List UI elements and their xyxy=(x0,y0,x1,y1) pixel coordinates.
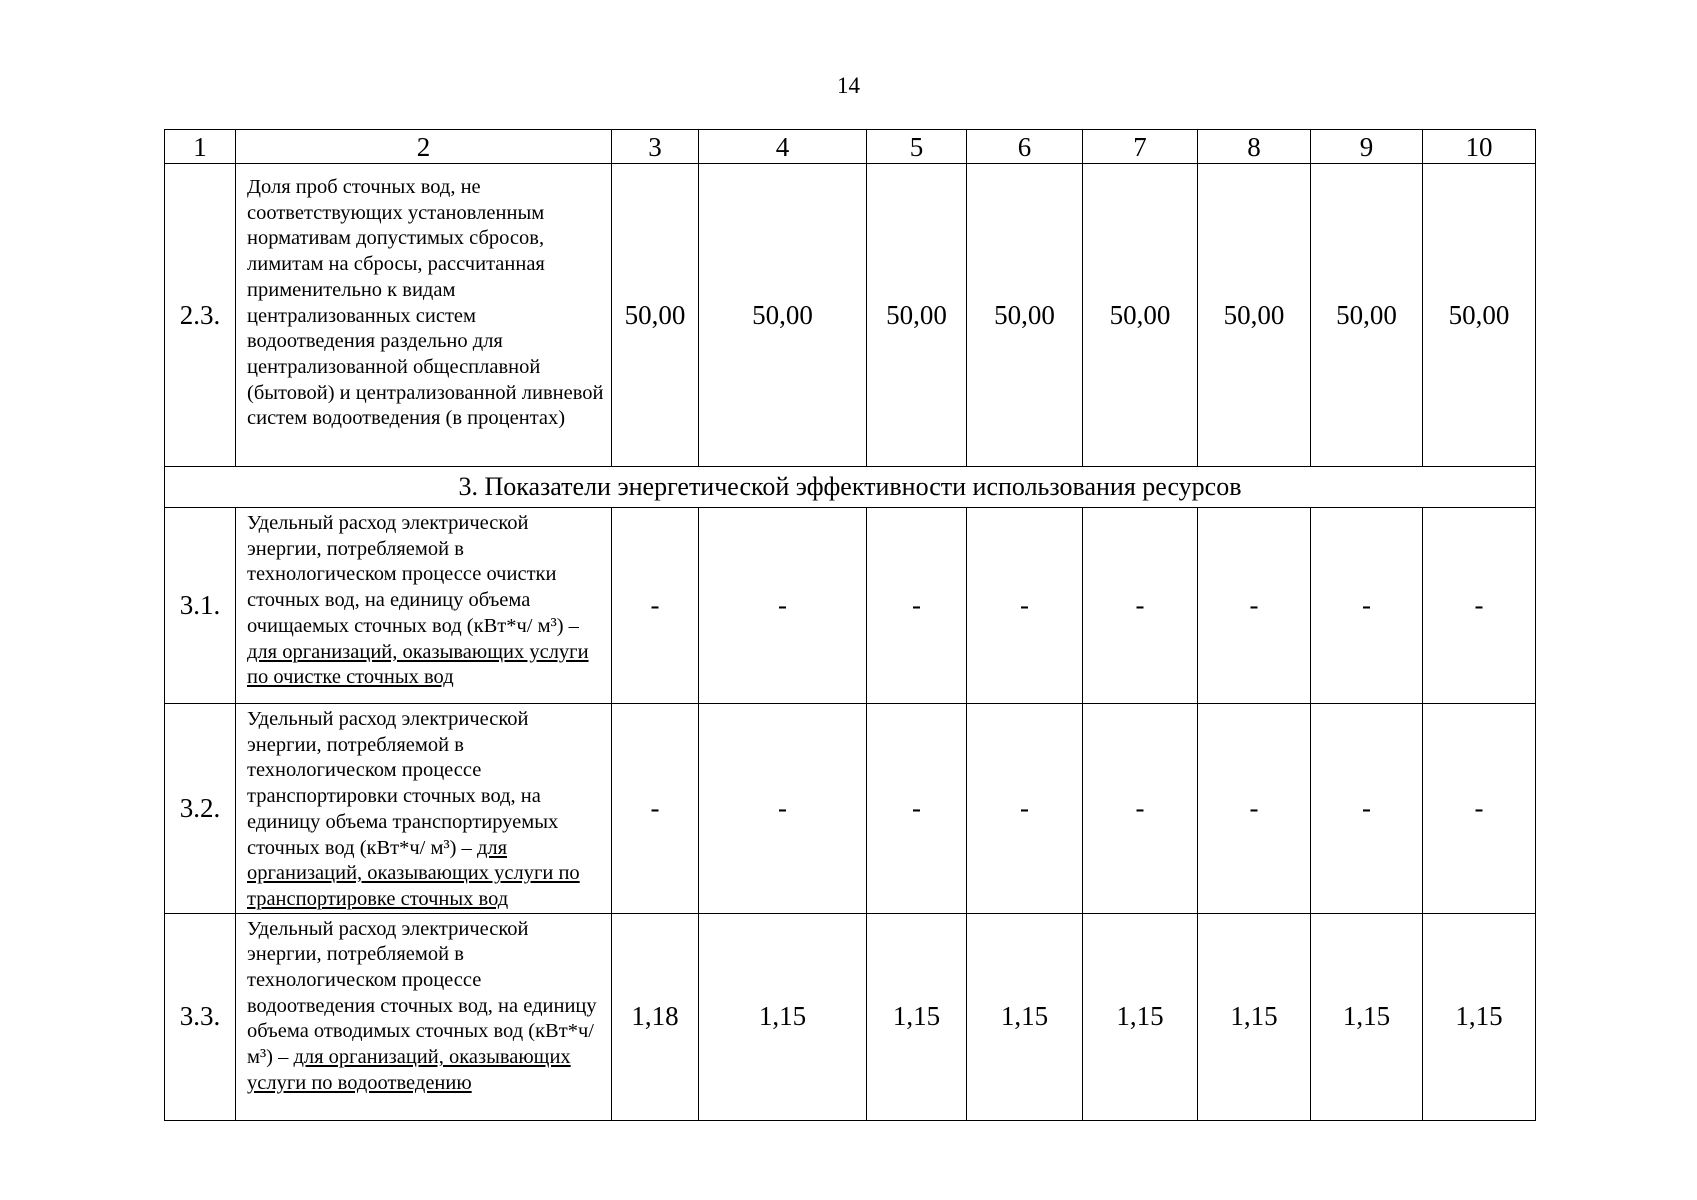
value-cell: - xyxy=(1198,508,1311,704)
description-text: Удельный расход электрической энергии, потребляемой в технологическом процессе транспортировки сточных вод, на единицу объема транспортируемых сточных вод (кВт*ч/ м³) – xyxy=(247,708,559,859)
value-cell: - xyxy=(967,704,1083,914)
value-cell: 50,00 xyxy=(612,164,699,467)
table-row xyxy=(165,913,1536,1120)
column-header: 2 xyxy=(236,130,612,164)
column-header: 5 xyxy=(867,130,967,164)
value-cell: 50,00 xyxy=(867,164,967,467)
value-cell: - xyxy=(1083,704,1198,914)
column-header: 1 xyxy=(165,130,236,164)
table-row xyxy=(165,164,1536,467)
description-text: Доля проб сточных вод, не соответствующих установленным нормативам допустимых сбросов, лимитам на сбросы, рассчитанная применительно к видам централизованных систем водоотведения раздельно для централизованной общесплавной (бытовой) и централизованной ливневой систем водоотведения (в процентах) xyxy=(247,176,604,430)
value-cell: 1,15 xyxy=(1311,913,1423,1120)
value-cell: - xyxy=(612,704,699,914)
value-cell: - xyxy=(1311,508,1423,704)
value-cell: - xyxy=(699,508,867,704)
row-description xyxy=(236,704,612,914)
row-number: 3.2. xyxy=(165,704,236,914)
value-cell: 50,00 xyxy=(1083,164,1198,467)
column-header: 8 xyxy=(1198,130,1311,164)
column-header: 7 xyxy=(1083,130,1198,164)
description-text: Удельный расход электрической энергии, потребляемой в технологическом процессе очистки сточных вод, на единицу объема очищаемых сточных вод (кВт*ч/ м³) – xyxy=(247,512,579,637)
column-header: 3 xyxy=(612,130,699,164)
value-cell: - xyxy=(867,704,967,914)
description-underlined: для организаций, оказывающих услуги по очистке сточных вод xyxy=(247,640,589,689)
value-cell: 50,00 xyxy=(699,164,867,467)
row-description xyxy=(236,913,612,1120)
table-row xyxy=(165,704,1536,914)
row-number: 2.3. xyxy=(165,164,236,467)
value-cell: - xyxy=(1311,704,1423,914)
value-cell: - xyxy=(867,508,967,704)
section-title: 3. Показатели энергетической эффективности использования ресурсов xyxy=(165,467,1536,508)
value-cell: 1,15 xyxy=(1423,913,1536,1120)
row-description xyxy=(236,508,612,704)
value-cell: - xyxy=(1423,508,1536,704)
page-number: 14 xyxy=(837,73,860,98)
indicators-table xyxy=(164,129,1536,1121)
column-number-row xyxy=(165,130,1536,164)
row-number: 3.3. xyxy=(165,913,236,1120)
value-cell: 50,00 xyxy=(1311,164,1423,467)
description-underlined: для организаций, оказывающих услуги по водоотведению xyxy=(247,1046,571,1094)
value-cell: 1,15 xyxy=(1198,913,1311,1120)
column-header: 4 xyxy=(699,130,867,164)
table-row xyxy=(165,508,1536,704)
value-cell: - xyxy=(1423,704,1536,914)
row-number: 3.1. xyxy=(165,508,236,704)
description-text: Удельный расход электрической энергии, потребляемой в технологическом процессе водоотведения сточных вод, на единицу объема отводимых сточных вод (кВт*ч/ м³) – xyxy=(247,917,597,1069)
row-description xyxy=(236,164,612,467)
value-cell: 1,15 xyxy=(967,913,1083,1120)
description-underlined: для организаций, оказывающих услуги по транспортировке сточных вод xyxy=(247,836,580,910)
column-header: 6 xyxy=(967,130,1083,164)
value-cell: 1,15 xyxy=(867,913,967,1120)
value-cell: 50,00 xyxy=(967,164,1083,467)
column-header: 9 xyxy=(1311,130,1423,164)
value-cell: - xyxy=(967,508,1083,704)
value-cell: 1,18 xyxy=(612,913,699,1120)
value-cell: 50,00 xyxy=(1423,164,1536,467)
value-cell: - xyxy=(1198,704,1311,914)
section-header-row xyxy=(165,467,1536,508)
column-header: 10 xyxy=(1423,130,1536,164)
value-cell: 1,15 xyxy=(699,913,867,1120)
value-cell: 50,00 xyxy=(1198,164,1311,467)
value-cell: - xyxy=(699,704,867,914)
value-cell: - xyxy=(1083,508,1198,704)
value-cell: 1,15 xyxy=(1083,913,1198,1120)
value-cell: - xyxy=(612,508,699,704)
